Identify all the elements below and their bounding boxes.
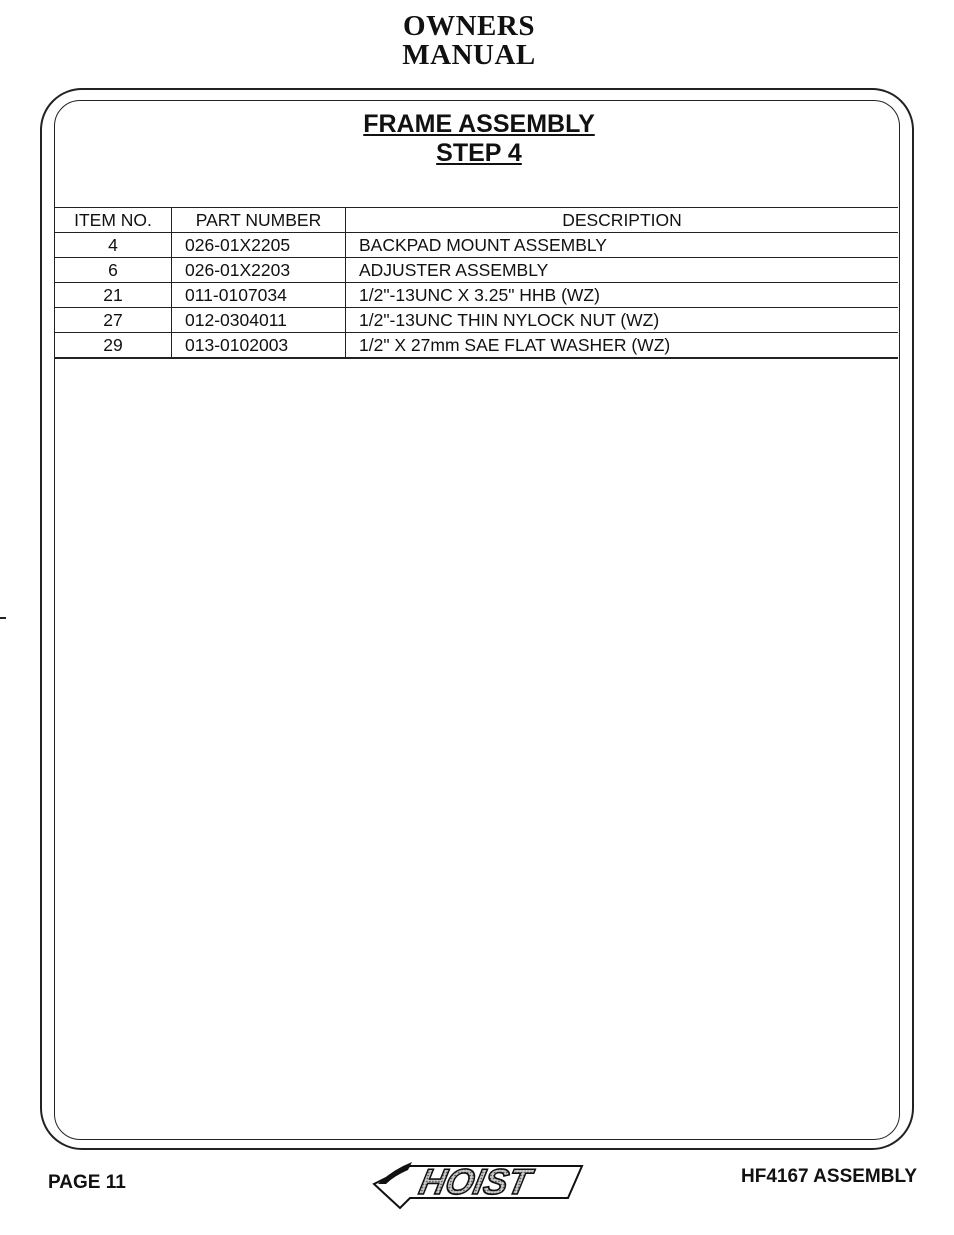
table-row	[55, 258, 898, 283]
item-no-cell: 27	[55, 308, 172, 333]
title-line-1: FRAME ASSEMBLY	[363, 110, 595, 138]
column-header-item-no: ITEM NO.	[55, 208, 172, 233]
page-title	[54, 110, 904, 168]
hoist-logo	[372, 1150, 590, 1212]
description-cell: 1/2"-13UNC THIN NYLOCK NUT (WZ)	[346, 308, 899, 333]
column-header-description: DESCRIPTION	[346, 208, 899, 233]
part-number-cell: 026-01X2203	[172, 258, 346, 283]
table-row	[55, 233, 898, 258]
header-line-2: MANUAL	[402, 39, 536, 71]
manual-header	[0, 12, 938, 70]
part-number-cell: 013-0102003	[172, 333, 346, 359]
description-cell: ADJUSTER ASSEMBLY	[346, 258, 899, 283]
part-number-cell: 012-0304011	[172, 308, 346, 333]
page-number: PAGE 11	[48, 1172, 126, 1193]
description-cell: 1/2" X 27mm SAE FLAT WASHER (WZ)	[346, 333, 899, 359]
model-assembly-label: HF4167 ASSEMBLY	[741, 1166, 917, 1187]
header-line-1: OWNERS	[403, 10, 535, 42]
parts-table	[55, 207, 898, 359]
item-no-cell: 29	[55, 333, 172, 359]
part-number-cell: 011-0107034	[172, 283, 346, 308]
table-row	[55, 283, 898, 308]
logo-wordmark: HOIST	[415, 1161, 535, 1202]
scan-edge-mark	[0, 617, 6, 619]
item-no-cell: 21	[55, 283, 172, 308]
title-line-2: STEP 4	[436, 139, 522, 167]
description-cell: 1/2"-13UNC X 3.25" HHB (WZ)	[346, 283, 899, 308]
table-row	[55, 308, 898, 333]
part-number-cell: 026-01X2205	[172, 233, 346, 258]
description-cell: BACKPAD MOUNT ASSEMBLY	[346, 233, 899, 258]
item-no-cell: 6	[55, 258, 172, 283]
item-no-cell: 4	[55, 233, 172, 258]
table-header-row	[55, 208, 898, 233]
column-header-part-number: PART NUMBER	[172, 208, 346, 233]
table-row	[55, 333, 898, 359]
